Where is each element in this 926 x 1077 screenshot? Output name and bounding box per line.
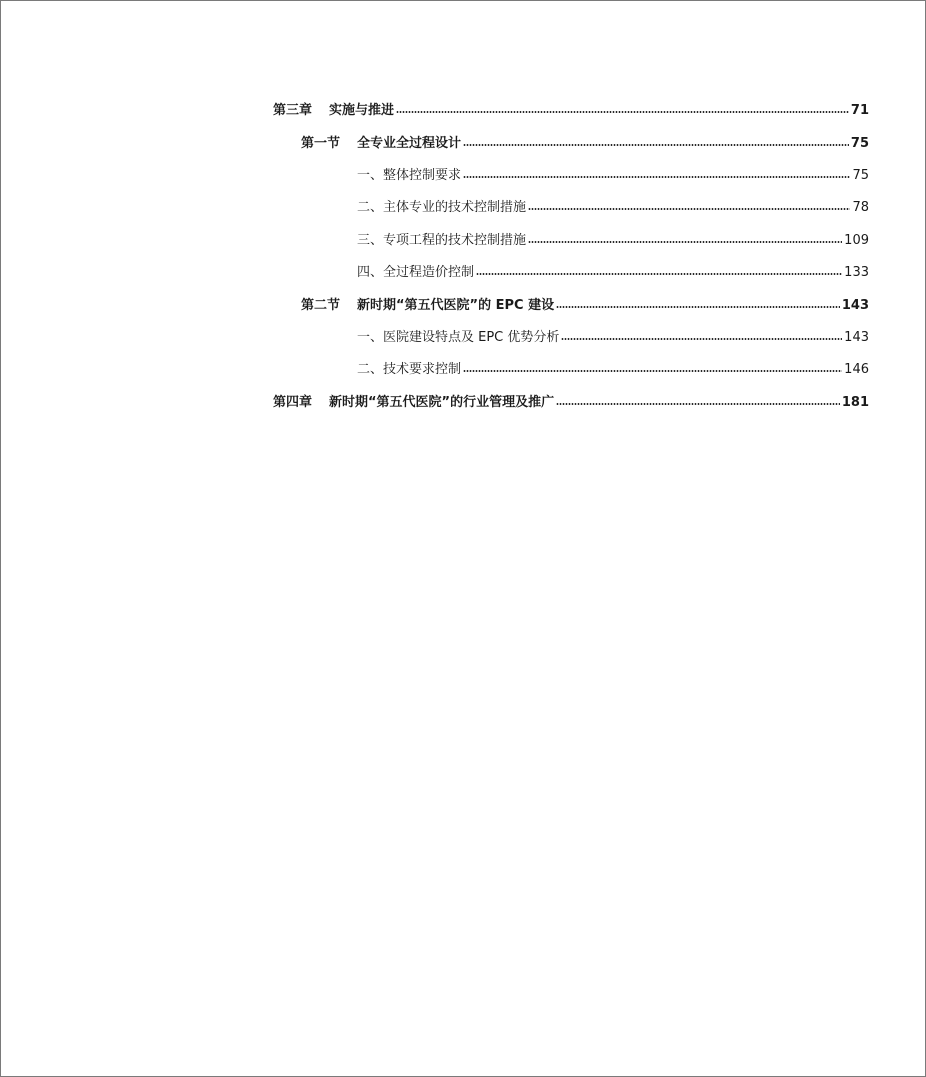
page-number: 133 xyxy=(844,265,869,280)
dot-leader xyxy=(556,306,840,308)
toc-section-2[interactable] xyxy=(301,295,869,317)
toc-subsection[interactable] xyxy=(357,327,869,349)
dot-leader xyxy=(528,241,842,243)
page-number: 146 xyxy=(844,362,869,377)
toc-subsection[interactable] xyxy=(357,359,869,381)
page-number: 75 xyxy=(852,168,869,183)
page-number: 109 xyxy=(844,233,869,248)
subsection-title: 二、主体专业的技术控制措施 xyxy=(357,200,527,215)
toc-subsection[interactable] xyxy=(357,197,869,219)
section-title: 新时期“第五代医院”的 EPC 建设 xyxy=(357,298,555,313)
subsection-title: 二、技术要求控制 xyxy=(357,362,462,377)
dot-leader xyxy=(561,338,842,340)
toc-chapter-4[interactable] xyxy=(273,392,869,414)
toc-subsection[interactable] xyxy=(357,165,869,187)
page-number: 143 xyxy=(844,330,869,345)
chapter-title: 实施与推进 xyxy=(329,103,395,118)
dot-leader xyxy=(476,273,842,275)
toc-subsection[interactable] xyxy=(357,230,869,252)
table-of-contents xyxy=(1,1,925,1076)
subsection-title: 三、专项工程的技术控制措施 xyxy=(357,233,527,248)
chapter-number: 第三章 xyxy=(273,103,313,118)
toc-section-1[interactable] xyxy=(301,133,869,155)
dot-leader xyxy=(396,111,849,113)
page-number: 143 xyxy=(841,298,869,313)
subsection-title: 一、整体控制要求 xyxy=(357,168,462,183)
chapter-title: 新时期“第五代医院”的行业管理及推广 xyxy=(329,395,555,410)
dot-leader xyxy=(556,403,840,405)
subsection-title: 一、医院建设特点及 EPC 优势分析 xyxy=(357,330,560,345)
page-number: 71 xyxy=(850,103,869,118)
subsection-title: 四、全过程造价控制 xyxy=(357,265,475,280)
dot-leader xyxy=(528,208,850,210)
dot-leader xyxy=(463,370,842,372)
toc-chapter-3[interactable] xyxy=(273,100,869,122)
page-number: 181 xyxy=(841,395,869,410)
page-number: 78 xyxy=(852,200,869,215)
dot-leader xyxy=(463,144,849,146)
section-title: 全专业全过程设计 xyxy=(357,136,462,151)
section-number: 第二节 xyxy=(301,298,341,313)
section-number: 第一节 xyxy=(301,136,341,151)
chapter-number: 第四章 xyxy=(273,395,313,410)
toc-subsection[interactable] xyxy=(357,262,869,284)
dot-leader xyxy=(463,176,850,178)
page-number: 75 xyxy=(850,136,869,151)
